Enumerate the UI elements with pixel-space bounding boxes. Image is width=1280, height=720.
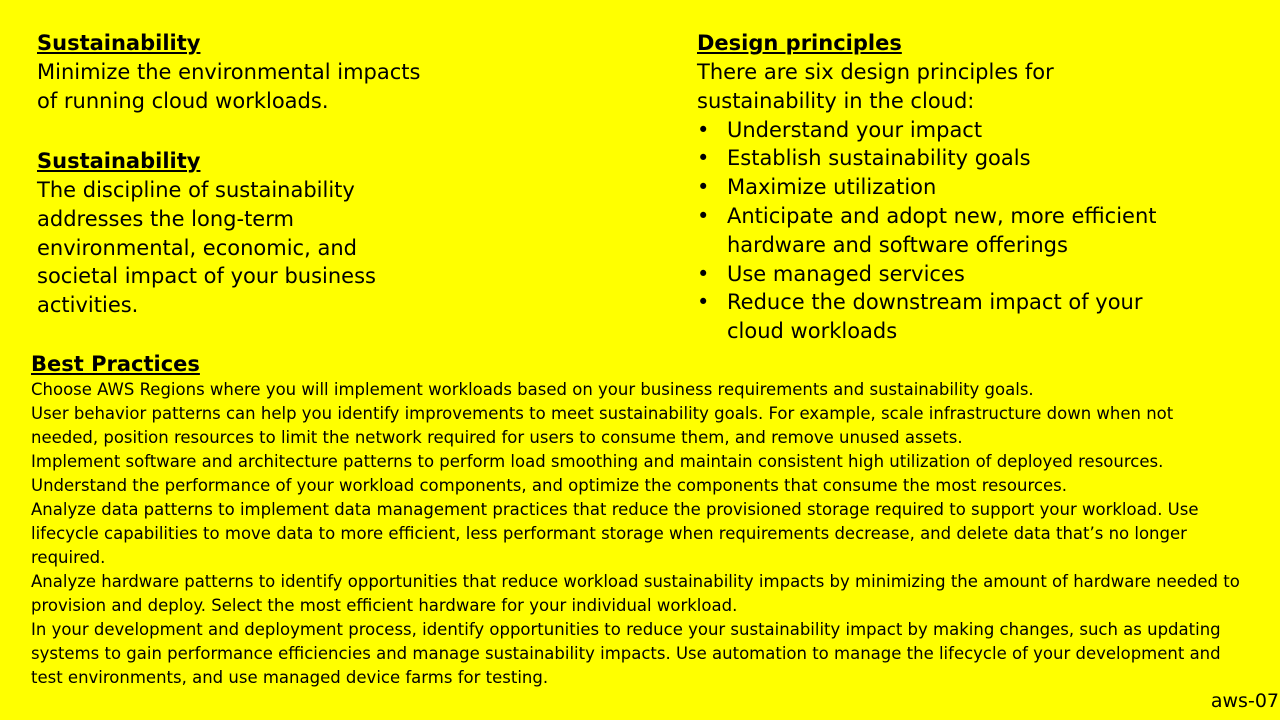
best-practice-item: Analyze hardware patterns to identify opportunities that reduce workload sustainability impacts by minimizing the amount of hardware needed to provision and deploy. Select the most efficient hardware for your individual workload. — [31, 572, 1240, 615]
best-practice-item: In your development and deployment process, identify opportunities to reduce your sustainability impact by making changes, such as updating systems to gain performance efficiencies and manage sustainability impacts. Use automation to manage the lifecycle of your development and test environments, and use managed device farms for testing. — [31, 620, 1221, 687]
design-principles-list — [697, 116, 1177, 346]
sustainability-definition-section — [37, 147, 397, 320]
design-principle-item: • Understand your impact — [697, 116, 1177, 145]
design-principle-item: • Reduce the downstream impact of your cloud workloads — [697, 288, 1177, 346]
sustainability-definition-text: The discipline of sustainability addresses the long-term environmental, economic, and societal impact of your business activities. — [37, 178, 376, 318]
design-principles-heading: Design principles — [697, 31, 902, 55]
sustainability-summary-text: Minimize the environmental impacts of running cloud workloads. — [37, 60, 421, 113]
design-principle-item: • Establish sustainability goals — [697, 144, 1177, 173]
sustainability-summary-section — [37, 29, 437, 116]
design-principle-item: • Use managed services — [697, 260, 1177, 289]
best-practice-item: User behavior patterns can help you identify improvements to meet sustainability goals. For example, scale infrastructure down when not needed, position resources to limit the network required for users to consume them, and remove unused assets. — [31, 404, 1174, 447]
best-practice-item: Analyze data patterns to implement data management practices that reduce the provisioned storage required to support your workload. Use lifecycle capabilities to move data to more efficient, less performant storage when requirements decrease, and delete data that’s no longer required. — [31, 500, 1199, 567]
sustainability-definition-heading: Sustainability — [37, 149, 201, 173]
design-principles-section — [697, 29, 1177, 346]
best-practices-heading: Best Practices — [31, 352, 200, 376]
design-principle-item: • Anticipate and adopt new, more efficient hardware and software offerings — [697, 202, 1177, 260]
slide-id-label: aws-07 — [1210, 690, 1279, 712]
design-principles-intro: There are six design principles for sustainability in the cloud: — [697, 60, 1054, 113]
best-practice-item: Implement software and architecture patterns to perform load smoothing and maintain consistent high utilization of deployed resources. — [31, 452, 1164, 471]
best-practice-item: Choose AWS Regions where you will implement workloads based on your business requirements and sustainability goals. — [31, 380, 1034, 399]
best-practices-section — [31, 350, 1241, 690]
best-practice-item: Understand the performance of your workload components, and optimize the components that consume the most resources. — [31, 476, 1067, 495]
design-principle-item: • Maximize utilization — [697, 173, 1177, 202]
sustainability-heading: Sustainability — [37, 31, 201, 55]
